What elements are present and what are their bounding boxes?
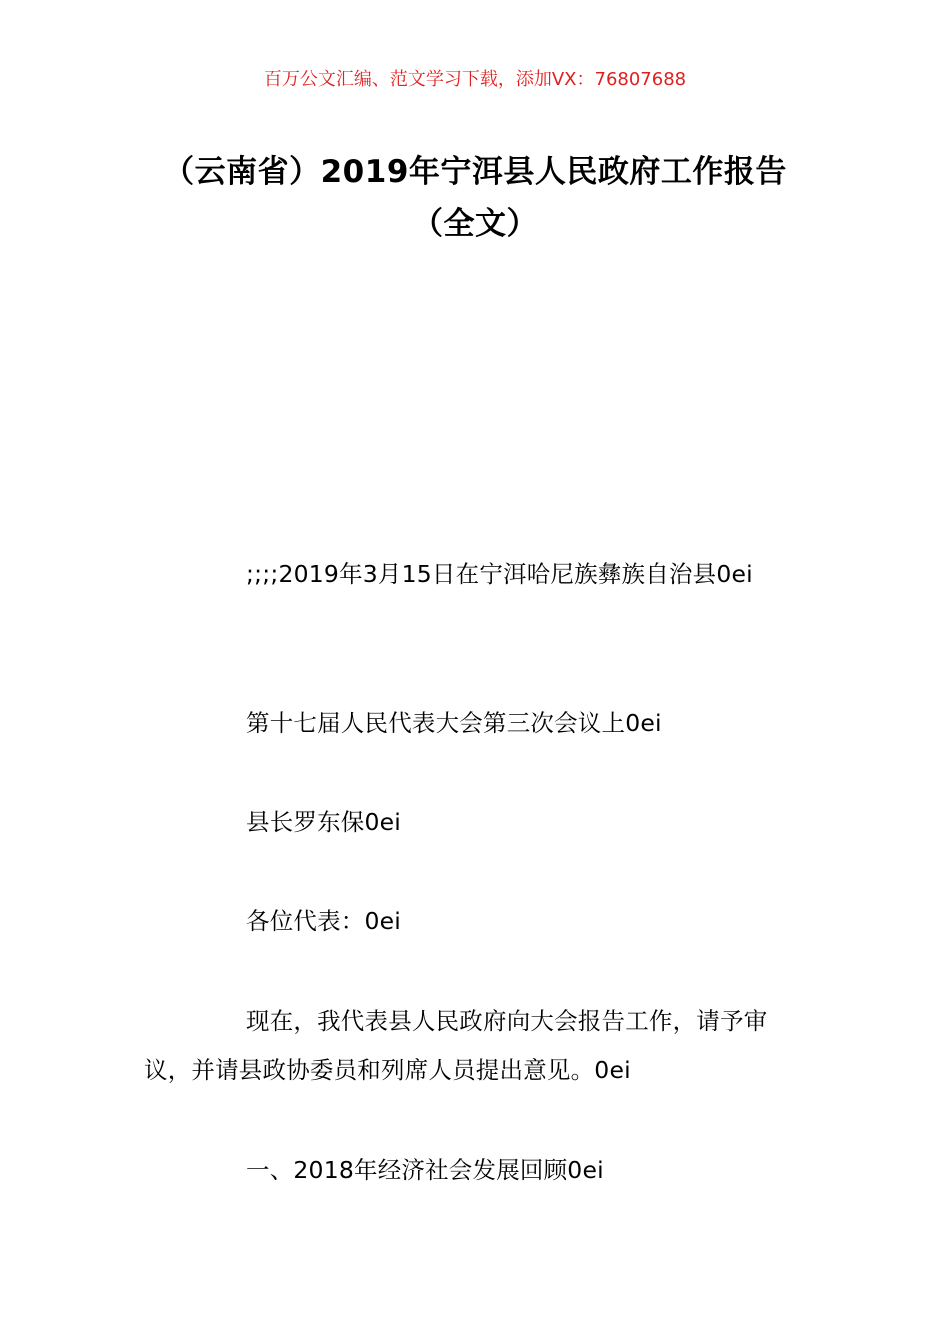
document-title: （云南省）2019年宁洱县人民政府工作报告（全文） [163, 154, 787, 242]
section-heading: 一、2018年经济社会发展回顾0ei [246, 1156, 604, 1184]
paragraph-speaker: 县长罗东保0ei [246, 808, 402, 836]
paragraph-salutation: 各位代表：0ei [246, 907, 402, 935]
header-note: 百万公文汇编、范文学习下载，添加VX：76807688 [263, 69, 687, 90]
paragraph-date-location: ;;;;2019年3月15日在宁洱哈尼族彝族自治县0ei [246, 560, 753, 588]
paragraph-meeting: 第十七届人民代表大会第三次会议上0ei [246, 709, 662, 737]
paragraph-opening: 现在，我代表县人民政府向大会报告工作，请予审议，并请县政协委员和列席人员提出意见。0ei [144, 1007, 768, 1084]
